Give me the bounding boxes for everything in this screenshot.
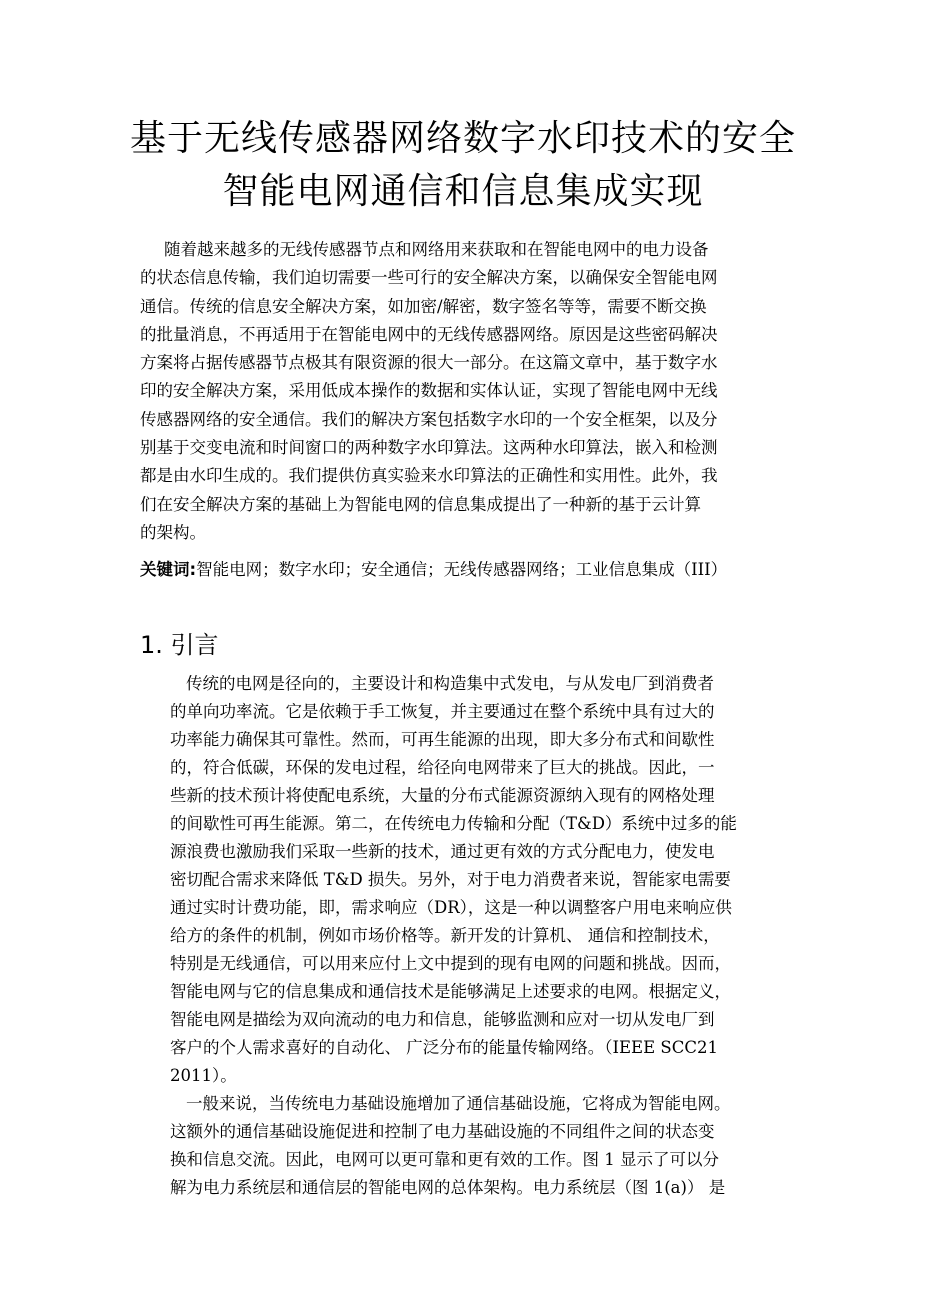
body-line: 传统的电网是径向的，主要设计和构造集中式发电，与从发电厂到消费者 bbox=[186, 674, 714, 693]
body-line: 智能电网与它的信息集成和通信技术是能够满足上述要求的电网。根据定义， bbox=[170, 982, 731, 1001]
body-line: 的，符合低碳，环保的发电过程，给径向电网带来了巨大的挑战。因此，一 bbox=[170, 758, 715, 777]
body-line: 的单向功率流。它是依赖于手工恢复，并主要通过在整个系统中具有过大的 bbox=[170, 702, 715, 721]
body-line: 客户的个人需求喜好的自动化、 广泛分布的能量传输网络。（IEEE SCC21 bbox=[170, 1038, 718, 1057]
body-line: 通过实时计费功能，即，需求响应（DR），这是一种以调整客户用电来响应供 bbox=[170, 898, 732, 917]
body-line: 功率能力确保其可靠性。然而，可再生能源的出现，即大多分布式和间歇性 bbox=[170, 730, 715, 749]
body-line: 源浪费也激励我们采取一些新的技术，通过更有效的方式分配电力，使发电 bbox=[170, 842, 715, 861]
abstract-line: 的架构。 bbox=[140, 522, 206, 542]
body-line: 2011）。 bbox=[170, 1066, 237, 1085]
abstract-line: 的批量消息，不再适用于在智能电网中的无线传感器网络。原因是这些密码解决 bbox=[140, 324, 718, 344]
paper-title bbox=[0, 112, 926, 218]
body-line: 些新的技术预计将使配电系统，大量的分布式能源资源纳入现有的网格处理 bbox=[170, 786, 715, 805]
body-line: 这额外的通信基础设施促进和控制了电力基础设施的不同组件之间的状态变 bbox=[170, 1122, 715, 1141]
abstract-line: 方案将占据传感器节点极其有限资源的很大一部分。在这篇文章中，基于数字水 bbox=[140, 353, 718, 373]
keywords bbox=[140, 556, 800, 584]
body-line: 解为电力系统层和通信层的智能电网的总体架构。电力系统层（图 1(a)） 是 bbox=[170, 1178, 726, 1197]
abstract-line: 都是由水印生成的。我们提供仿真实验来水印算法的正确性和实用性。此外，我 bbox=[140, 466, 718, 486]
abstract-line: 们在安全解决方案的基础上为智能电网的信息集成提出了一种新的基于云计算 bbox=[140, 494, 701, 514]
body-line: 的间歇性可再生能源。第二，在传统电力传输和分配（T&D）系统中过多的能 bbox=[170, 814, 737, 833]
abstract-line: 的状态信息传输，我们迫切需要一些可行的安全解决方案，以确保安全智能电网 bbox=[140, 268, 718, 288]
abstract-line: 别基于交变电流和时间窗口的两种数字水印算法。这两种水印算法，嵌入和检测 bbox=[140, 438, 718, 458]
abstract bbox=[140, 236, 788, 547]
title-line-1: 基于无线传感器网络数字水印技术的安全 bbox=[129, 118, 796, 159]
keywords-text: 智能电网；数字水印；安全通信；无线传感器网络；工业信息集成（III） bbox=[196, 560, 728, 579]
keywords-label: 关键词: bbox=[140, 560, 197, 579]
abstract-line: 传感器网络的安全通信。我们的解决方案包括数字水印的一个安全框架，以及分 bbox=[140, 409, 718, 429]
abstract-line: 通信。传统的信息安全解决方案，如加密/解密，数字签名等等，需要不断交换 bbox=[140, 296, 707, 316]
section-heading: 1. 引言 bbox=[140, 631, 219, 659]
body-line: 智能电网是描绘为双向流动的电力和信息，能够监测和应对一切从发电厂到 bbox=[170, 1010, 715, 1029]
body-line: 特别是无线通信，可以用来应付上文中提到的现有电网的问题和挑战。因而， bbox=[170, 954, 731, 973]
body-line: 给方的条件的机制，例如市场价格等。新开发的计算机、 通信和控制技术， bbox=[170, 926, 720, 945]
body-text bbox=[170, 670, 788, 1202]
title-line-2: 智能电网通信和信息集成实现 bbox=[222, 171, 704, 212]
abstract-line: 随着越来越多的无线传感器节点和网络用来获取和在智能电网中的电力设备 bbox=[164, 240, 709, 259]
body-line: 密切配合需求来降低 T&D 损失。另外，对于电力消费者来说，智能家电需要 bbox=[170, 870, 731, 889]
body-line: 一般来说，当传统电力基础设施增加了通信基础设施，它将成为智能电网。 bbox=[186, 1094, 731, 1113]
body-line: 换和信息交流。因此，电网可以更可靠和更有效的工作。图 1 显示了可以分 bbox=[170, 1150, 719, 1169]
abstract-line: 印的安全解决方案，采用低成本操作的数据和实体认证，实现了智能电网中无线 bbox=[140, 381, 718, 401]
